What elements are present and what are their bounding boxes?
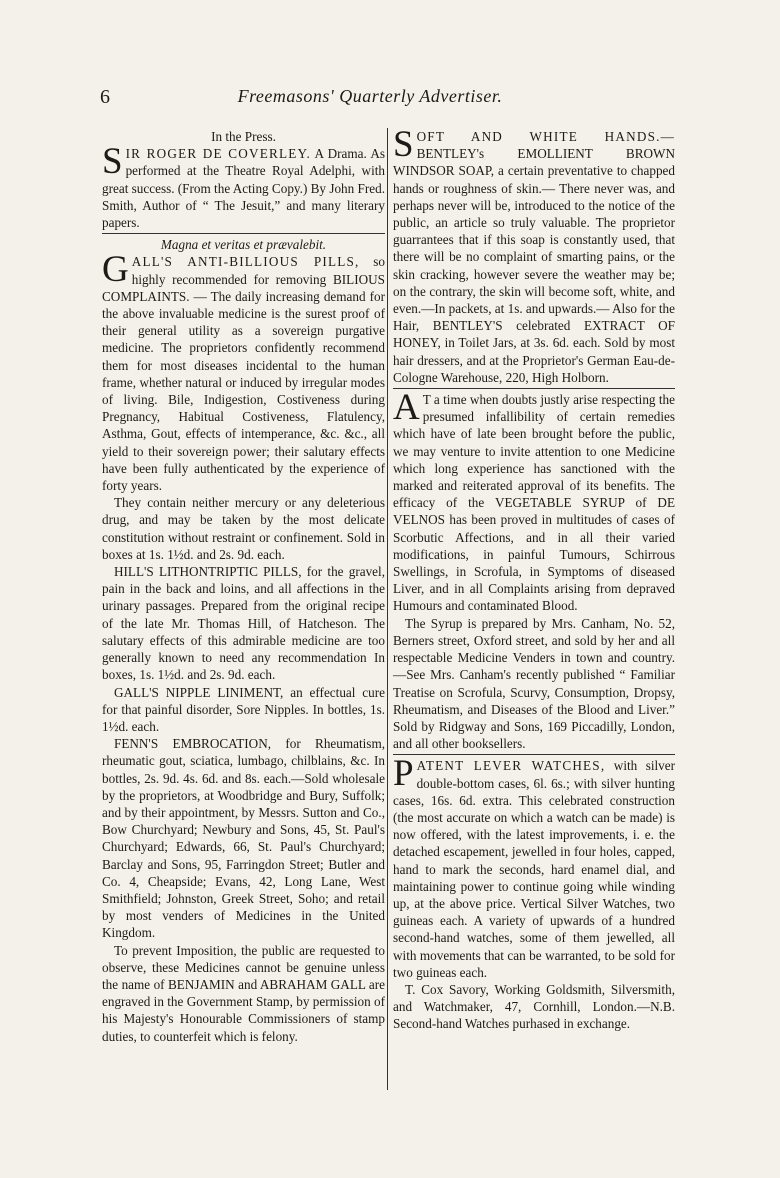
left-column [102, 128, 385, 1045]
drop-cap: S [393, 124, 414, 165]
vegetable-syrup-ad [393, 387, 675, 615]
savory-signature: T. Cox Savory, Working Goldsmith, Silversmith, and Watchmaker, 47, Cornhill, London.—N.B. Second-hand Watches purhased in exchange. [393, 981, 675, 1032]
in-press-label: In the Press. [211, 129, 276, 144]
ad-body: BENTLEY's EMOLLIENT BROWN WINDSOR SOAP, a certain preventative to chapped hands or roughness of skin.— There never was, and perhaps never will be, introduced to the notice of the public, an article so truly valuable. The proprietor guarrantees that if this soap is constantly used, that there will be no complaint of smarting pains, or the skin cracking, however severe the weather may be; on the contrary, the skin will become soft, white, and even.—In packets, at 1s. and upwards.— Also for the Hair, BENTLEY'S celebrated EXTRACT OF HONEY, in Toilet Jars, at 3s. 6d. each. Sold by most hair dressers, and at the Proprietor's German Eau-de-Cologne Warehouse, 220, High Holborn. [393, 146, 675, 385]
ad-body: T a time when doubts justly arise respecting the presumed infallibility of certain remedies which have of late been brought before the public, we may venture to invite attention to one Medicine which long experience has sanctioned with the marked and reiterated approval of its benefits. The efficacy of the VEGETABLE SYRUP of DE VELNOS has been proved in multitudes of cases of Scorbutic Affections, and in all their varied modifications, in painful Tumours, Schirrous Swellings, in Scrofula, in Symptoms of diseased Liver, and in all Complaints arising from depraved Humours and contaminated Blood. [393, 392, 675, 614]
drop-cap: P [393, 753, 414, 795]
section-rule [393, 388, 675, 389]
coverley-ad [102, 141, 386, 231]
page-number: 6 [100, 86, 110, 108]
ad-body: with silver double-bottom cases, 6l. 6s.; with silver hunting cases, 16s. 6d. extra. This celebrated construction (the most accurate on which a watch can be made) is now offered, with the latest improvements, i. e. the detached escapement, jewelled in four holes, capped, hand to mark the seconds, hard enamel dial, and maintaining power to continue going while winding up, at the above price. Vertical Silver Watches, two guineas each. A variety of upwards of a hundred second-hand watches, some of them jewelled, all with movements that can be warranted, to be sold for two guineas each. [393, 758, 675, 980]
section-rule [393, 754, 675, 755]
drop-cap: A [393, 387, 420, 429]
galls-pills-ad [102, 249, 385, 494]
motto: Magna et veritas et prævalebit. [160, 237, 327, 253]
drop-cap: S [102, 141, 123, 183]
page-header [100, 86, 640, 110]
ad-title: ATENT LEVER WATCHES, [416, 758, 606, 774]
column-divider [387, 128, 388, 1090]
ad-title: IR ROGER DE COVERLEY. [125, 146, 311, 162]
patent-watches-ad [393, 753, 675, 981]
galls-pills-ad-continued: They contain neither mercury or any deleterious drug, and may be taken by the most delicate constitution without restraint or confinement. Sold in boxes at 1s. 1½d. and 2s. 9d. each. [102, 495, 385, 562]
syrup-details: The Syrup is prepared by Mrs. Canham, No. 52, Berners street, Oxford street, and sold by her and all respectable Medicine Venders in town and country.—See Mrs. Canham's recently published “ Familiar Treatise on Scrofula, Scurvy, Consumption, Dropsy, Rheumatism, and Diseases of the Blood and Liver.” Sold by Ridgway and Sons, 169 Piccadilly, London, and all other booksellers. [393, 615, 675, 752]
ad-body: A Drama. As performed at the Theatre Royal Adelphi, with great success. (From the Acting Copy.) By John Fred. Smith, Author of “ The Jesuit,” and many literary papers. [102, 146, 386, 231]
hills-pills-ad: HILL'S LITHONTRIPTIC PILLS, for the gravel, pain in the back and loins, and all affections in the urinary passages. Prepared from the original recipe of the late Mr. Thomas Hill, of Hatcheson. The salutary effects of this admirable medicine are too generally known to need any recommendation In boxes, 1s. 1½d. and 2s. 9d. each. [102, 564, 385, 683]
nipple-liniment-ad: GALL'S NIPPLE LINIMENT, an effectual cure for that painful disorder, Sore Nipples. In bottles, 1s. 1½d. each. [102, 684, 385, 734]
fenns-embrocation-ad: FENN'S EMBROCATION, for Rheumatism, rheumatic gout, sciatica, lumbago, chilblains, &c. In bottles, 2s. 9d. 4s. 6d. and 8s. each.—Sold wholesale by the proprietors, at Woodbridge and Bury, Suffolk; and by their appointment, by Messrs. Sutton and Co., Bow Churchyard; Newbury and Sons, 45, St. Paul's Churchyard; Edwards, 66, St. Paul's Churchyard; Barclay and Sons, 95, Farringdon Street; Butler and Co. 4, Cheapside; Evans, 42, Long Lane, West Smithfield; Johnston, Greek Street, Soho; and retail by most venders of Medicines in the United Kingdom. [102, 736, 385, 941]
drop-cap: G [102, 249, 129, 291]
soft-hands-ad [393, 124, 675, 386]
running-title: Freemasons' Quarterly Advertiser. [237, 86, 503, 106]
section-rule [102, 233, 385, 234]
ad-title: OFT AND WHITE HANDS.— [416, 129, 675, 144]
ad-body: so highly recommended for removing BILIOUS COMPLAINTS. — The daily increasing demand for the above invaluable medicine is the surest proof of their general utility as a sovereign purgative medicine. The proprietors confidently recommend them for most diseases incidental to the human frame, whether natural or induced by irregular modes of living. Bile, Indigestion, Costiveness during Pregnancy, Habitual Costiveness, Flatulency, Asthma, Gout, effects of intemperance, &c. &c., all yield to their sovereign power; their salutary effects have been fully authenticated by the experience of forty years. [102, 254, 385, 494]
right-column [393, 124, 675, 1033]
ad-title: ALL'S ANTI-BILLIOUS PILLS, [131, 254, 360, 270]
imposition-notice: To prevent Imposition, the public are requested to observe, these Medicines cannot be genuine unless the name of BENJAMIN and ABRAHAM GALL are engraved in the Government Stamp, by permission of his Majesty's Honourable Commissioners of stamp duties, to counterfeit which is felony. [102, 942, 385, 1044]
